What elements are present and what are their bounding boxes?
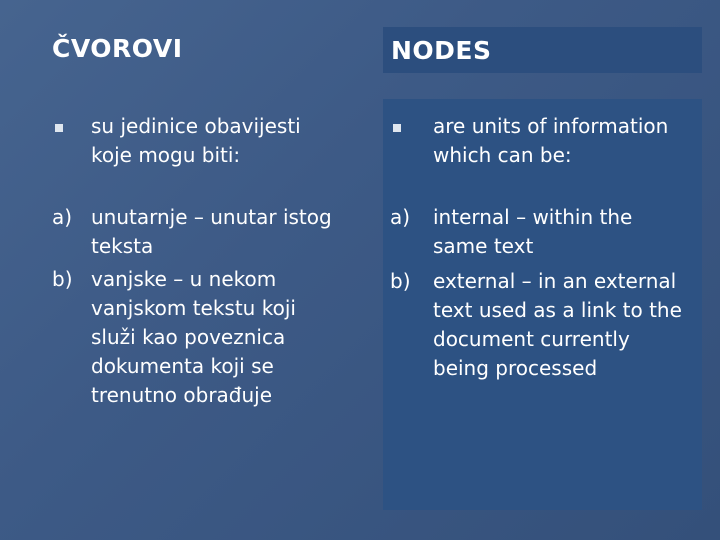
right-item-a-line: internal – within the <box>433 205 633 229</box>
right-bullet-line: which can be: <box>433 143 572 167</box>
right-item-b <box>433 267 682 383</box>
left-title: ČVOROVI <box>52 34 183 63</box>
left-item-a-line: unutarnje – unutar istog <box>91 205 332 229</box>
left-bullet-square-icon <box>55 124 63 132</box>
left-item-b <box>91 265 296 410</box>
left-bullet-line: su jedinice obavijesti <box>91 114 301 138</box>
left-item-b-line: trenutno obrađuje <box>91 383 273 407</box>
left-item-b-line: služi kao poveznica <box>91 325 286 349</box>
right-title-box <box>383 27 702 73</box>
left-item-b-marker: b) <box>52 267 73 291</box>
right-title: NODES <box>391 36 492 65</box>
right-item-b-line: document currently <box>433 327 630 351</box>
right-item-a <box>433 203 632 261</box>
left-item-b-line: vanjskom tekstu koji <box>91 296 296 320</box>
left-item-b-line: dokumenta koji se <box>91 354 274 378</box>
left-item-a-marker: a) <box>52 205 73 229</box>
right-bullet-text <box>433 112 668 170</box>
left-item-a <box>91 203 332 261</box>
right-item-b-line: text used as a link to the <box>433 298 682 322</box>
left-bullet-line: koje mogu biti: <box>91 143 241 167</box>
right-bullet-line: are units of information <box>433 114 669 138</box>
right-item-b-line: being processed <box>433 356 598 380</box>
right-item-a-marker: a) <box>390 205 411 229</box>
right-bullet-square-icon <box>393 124 401 132</box>
right-item-a-line: same text <box>433 234 534 258</box>
right-item-b-marker: b) <box>390 269 411 293</box>
right-item-b-line: external – in an external <box>433 269 677 293</box>
left-item-b-line: vanjske – u nekom <box>91 267 277 291</box>
left-item-a-line: teksta <box>91 234 154 258</box>
left-bullet-text <box>91 112 301 170</box>
